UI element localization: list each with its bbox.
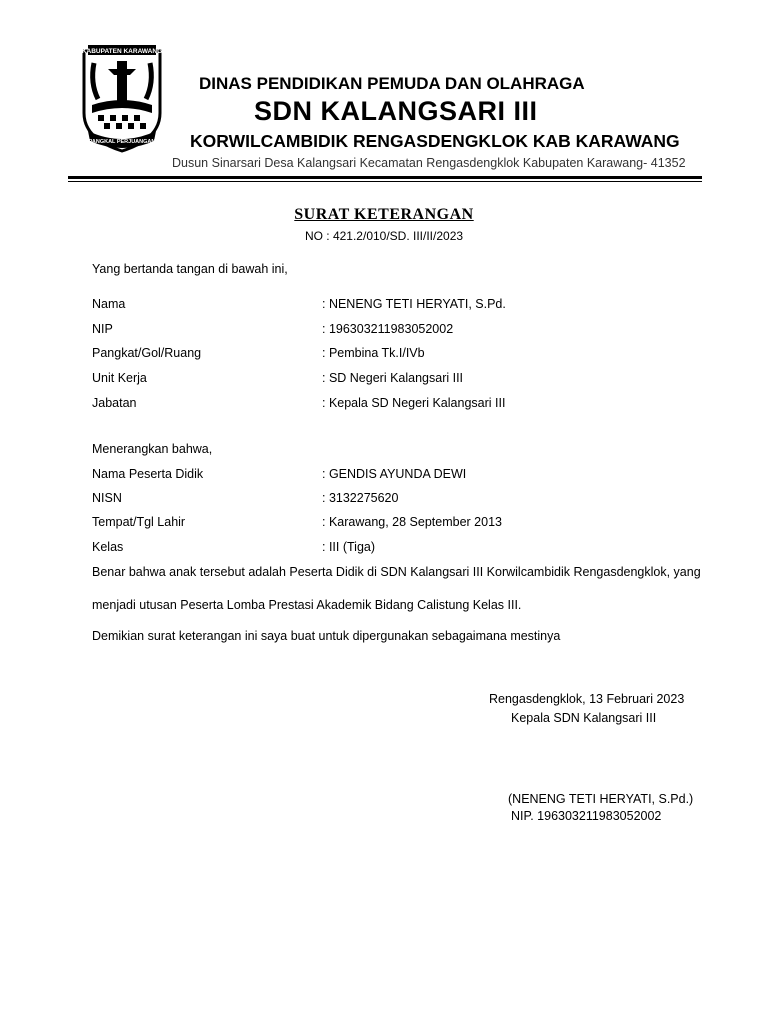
district-name: KORWILCAMBIDIK RENGASDENGKLOK KAB KARAWANG	[190, 131, 680, 151]
signer-name: (NENENG TETI HERYATI, S.Pd.)	[508, 792, 694, 806]
signer-nip: NIP. 196303211983052002	[511, 809, 662, 823]
signer-value-unit: : SD Negeri Kalangsari III	[322, 371, 464, 385]
signer-value-name: : NENENG TETI HERYATI, S.Pd.	[322, 297, 506, 311]
signer-value-position: : Kepala SD Negeri Kalangsari III	[322, 396, 506, 410]
place-date: Rengasdengklok, 13 Februari 2023	[489, 692, 685, 706]
school-address: Dusun Sinarsari Desa Kalangsari Kecamatan Rengasdengklok Kabupaten Karawang- 41352	[172, 156, 686, 170]
signer-label-name: Nama	[92, 297, 126, 311]
student-label-birth: Tempat/Tgl Lahir	[92, 515, 186, 529]
statement-line-1: Benar bahwa anak tersebut adalah Peserta Didik di SDN Kalangsari III Korwilcambidik Rengasdengklok, yang	[92, 565, 701, 579]
student-value-class: : III (Tiga)	[322, 540, 376, 554]
school-name: SDN KALANGSARI III	[254, 96, 538, 126]
student-label-nisn: NISN	[92, 491, 122, 505]
letter-number: NO : 421.2/010/SD. III/II/2023	[304, 229, 464, 243]
signer-label-position: Jabatan	[92, 396, 137, 410]
signer-label-unit: Unit Kerja	[92, 371, 147, 385]
student-label-name: Nama Peserta Didik	[92, 467, 204, 481]
student-value-name: : GENDIS AYUNDA DEWI	[322, 467, 467, 481]
opening-text: Yang bertanda tangan di bawah ini,	[92, 262, 288, 276]
signer-label-rank: Pangkat/Gol/Ruang	[92, 346, 202, 360]
logo-ribbon-top: KABUPATEN KARAWANG	[81, 48, 163, 55]
signer-position: Kepala SDN Kalangsari III	[511, 711, 657, 725]
agency-name: DINAS PENDIDIKAN PEMUDA DAN OLAHRAGA	[199, 74, 585, 93]
statement-line-2: menjadi utusan Peserta Lomba Prestasi Akademik Bidang Calistung Kelas III.	[92, 598, 522, 612]
closing-text: Demikian surat keterangan ini saya buat untuk dipergunakan sebagaimana mestinya	[92, 629, 561, 643]
student-label-class: Kelas	[92, 540, 124, 554]
student-value-nisn: : 3132275620	[322, 491, 399, 505]
signer-value-rank: : Pembina Tk.I/IVb	[322, 346, 425, 360]
signer-value-nip: : 196303211983052002	[322, 322, 454, 336]
signer-label-nip: NIP	[92, 322, 113, 336]
letterhead-divider-thin	[68, 181, 702, 182]
intro-text: Menerangkan bahwa,	[92, 442, 213, 456]
letter-title: SURAT KETERANGAN	[294, 206, 474, 223]
letterhead-divider-thick	[68, 176, 702, 179]
karawang-regency-logo	[80, 43, 164, 153]
student-value-birth: : Karawang, 28 September 2013	[322, 515, 502, 529]
logo-ribbon-bottom: PANGKAL PERJUANGAN	[88, 139, 156, 145]
